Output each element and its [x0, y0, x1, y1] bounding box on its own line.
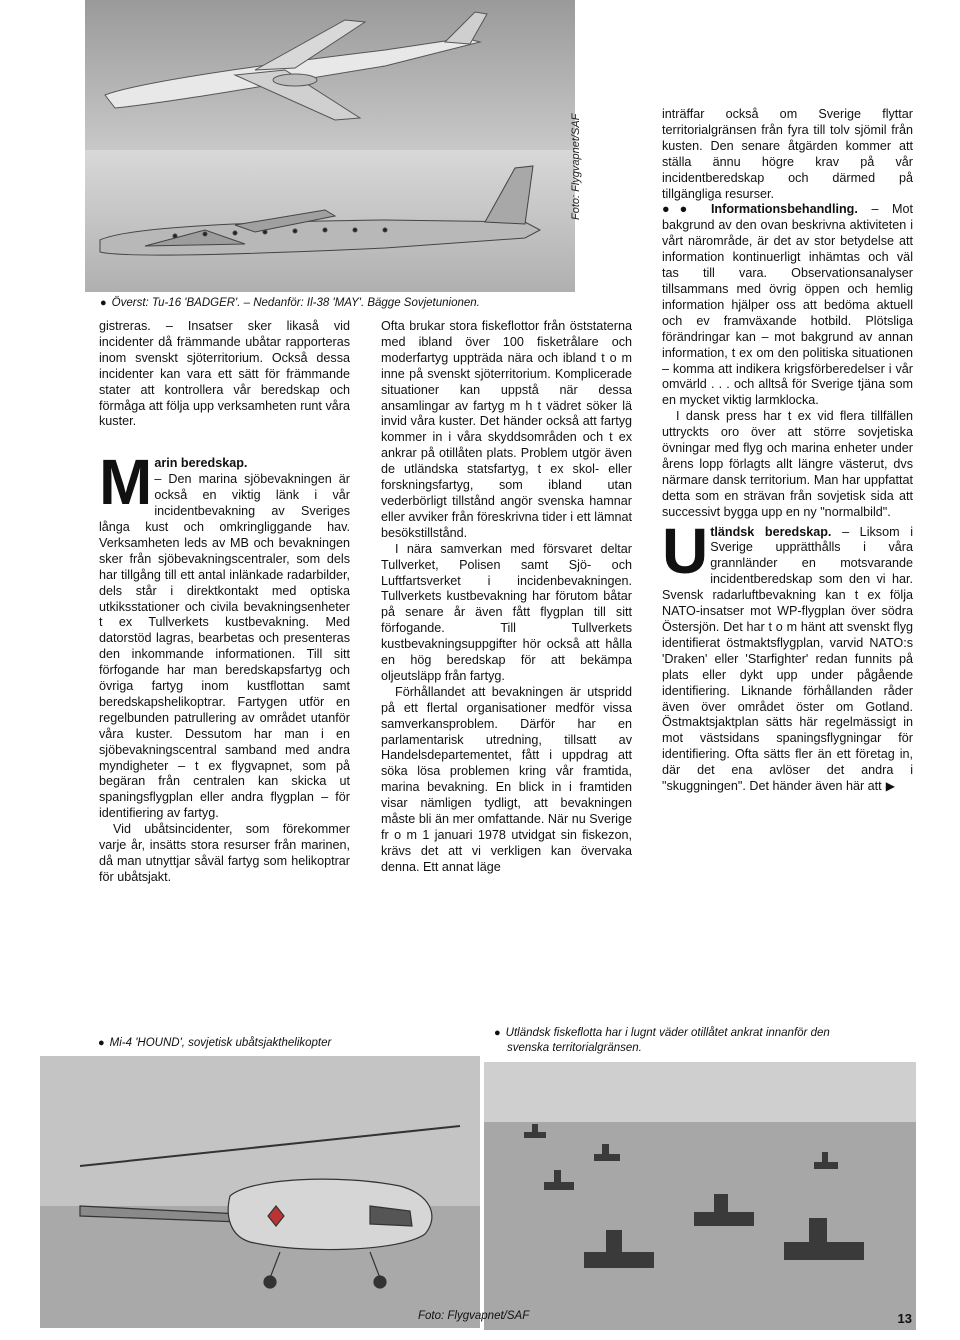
dropcap-u: U [662, 514, 709, 587]
aircraft-photo [85, 0, 575, 292]
col1-p2: Vid ubåtsincidenter, som förekommer varje år, insätts stora resurser från marinen, då man utnyttjar såväl fartyg som helikoptrar för ubåtsjakt. [99, 822, 350, 884]
photo-credit-bottom: Foto: Flygvapnet/SAF [418, 1310, 530, 1322]
bullet-icon: ● [494, 1027, 501, 1039]
helicopter-photo [40, 1056, 480, 1328]
column-3 [662, 107, 913, 795]
caption-bottom-left: ● Mi-4 'HOUND', sovjetisk ubåtsjakthelikopter [98, 1037, 332, 1049]
column-2 [381, 319, 632, 876]
page-number: 13 [897, 1311, 912, 1326]
column-1 [99, 319, 350, 886]
continue-arrow-icon: ▶ [885, 779, 895, 794]
aircraft-illustration [85, 0, 575, 292]
col1-intro: gistreras. – Insatser sker likaså vid incidenter då främmande ubåtar rapporteras inom svenskt sjöterritorium. Också dessa incidenter kan vara ett sätt för främmande stater att kontrollera vår beredskap och förmåga att följa upp verksamheten runt våra kuster. [99, 319, 350, 429]
bullet-icon: ● [98, 1037, 105, 1049]
col2-p2: I nära samverkan med försvaret deltar Tullverket, Polisen samt Sjö- och Luftfartsverket i incidenbevakningen. Tullverkets kustbevakning har förutom båtar på senare år även fått flygplan till sitt förfogande. Till Tullverkets kustbevakningsuppgifter hör också att hålla en hög beredskap för att bekämpa oljeutsläpp från fartyg. [381, 541, 632, 683]
col2-p3: Förhållandet att bevakningen är utspridd på ett flertal organisationer medför vissa samverkansproblem. Därför har en parlamentarisk utredning, tillsatt av Handelsdepartementet, fått i uppdrag att söka lösa problemen kring vår framtida, marina bevakning. En blick in i framtiden visar nämligen tydligt, att bevakningen måste bli än mer omfattande. När nu Sverige fr o m 1 januari 1978 utvidgat sin fiskezon, krävs det att vi verkligen kan övervaka denna. Ett annat läge [381, 684, 632, 874]
heading-bullets: ●● [662, 202, 698, 217]
fishing-fleet-photo [484, 1062, 916, 1330]
col3-p4: – Liksom i Sverige upprätthålls i våra grannländer en motsvarande incidentberedskap som den vi har. Svensk radarluftbevakning kan t ex följa NATO-insatser mot WP-flygplan över södra Östersjön. Det har t o m hänt att svenskt flyg identifierat östmaktsflygplan, varvid NATO:s 'Draken' eller 'Starfighter' redan funnits på plats eller dykt upp under pågående identifiering. Liknande förhållanden råder även över området öster om Gotland. Östmaktsjaktplan sätts här regelmässigt in mot västsidans spaningsflygningar för identifiering. Ofta sätts fler än ett företag in, där det ena avlöser det andra i "skuggningen". Det händer även här att [662, 524, 913, 794]
col2-p1: Ofta brukar stora fiskeflottor från öststaterna med ibland över 100 fisketrålare och moderfartyg uppträda nära och ibland t o m inne på svenskt sjöterritorium. Komplicerade situationer kan uppstå när dessa ansamlingar av fartyg m h t vädret söker lä invid våra kuster. Det händer också att fartyg kommer in i våra skyddsområden och t ex ankrar på otillåten plats. Problem utgör även de utländska statsfartyg, t ex skol- eller forskningsfartyg, som ibland utan vederbörligt tillstånd angör svenska hamnar eller avviker från föreskrivna tider i ett lämnat besökstillstånd. [381, 319, 632, 540]
heading-marin: arin beredskap. [154, 456, 248, 471]
helicopter-illustration [40, 1056, 480, 1328]
heading-utlandsk: tländsk beredskap. [710, 524, 832, 539]
fishing-fleet-illustration [484, 1062, 916, 1330]
caption-bottom-right: ● Utländsk fiskeflotta har i lugnt väder otillåtet ankrat innanför den svenska territorialgränsen. [494, 1027, 830, 1054]
dropcap-m: M [99, 446, 153, 519]
col3-p3: I dansk press har t ex vid flera tillfällen uttryckts oro över att större sovjetiska övningar med flyg och marina enheter under årens lopp förlagts allt längre västerut, dvs närmare dansk territorium. Man har uppfattat detta som en strävan från sovjetisk sida att successivt bygga upp en ny "normalbild". [662, 409, 913, 519]
caption-top: ● Överst: Tu-16 'BADGER'. – Nedanför: Il-38 'MAY'. Bägge Sovjetunionen. [100, 297, 480, 309]
bullet-icon: ● [100, 297, 107, 309]
photo-credit-top: Foto: Flygvapnet/SAF [570, 113, 582, 220]
col3-p2: – Mot bakgrund av den ovan beskrivna aktiviteten i vårt närområde, är det av stor betydelse att information kontinuerligt inhämtas och väl tas till vara. Observationsanalyser tillsammans med övrig öppen och hemlig information hjälper oss att bedöma aktuell och ev framväxande hotbild. Plötsliga förändringar kan – mot bakgrund av annan information, t ex om den politiska situationen – komma att indikera krigsförberedelser i vår omvärld . . . och alltså för Sverige tjäna som en mycket viktig larmklocka. [662, 202, 914, 408]
col3-p1: inträffar också om Sverige flyttar territorialgränsen från fyra till tolv sjömil från kusten. Den senare åtgärden kommer att ställa ännu högre krav på vår incidentberedskap och därmed på tillgängliga resurser. [662, 107, 913, 201]
heading-informationsbehandling: Informationsbehandling. [710, 202, 858, 217]
col1-p1: – Den marina sjöbevakningen är också en viktig länk i vår incidentbevakning av Sveriges långa kust och omkringliggande hav. Verksamheten leds av MB och bevakningen sker från sjöbevakningscentraler, som dels har tillgång till ett antal inlänkade radarbilder, dels står i direktkontakt med optiska utkiksstationer och civila bevakningsenheter t ex Tullverkets kustbevakning. Med datorstöd lagras, bearbetas och presenteras den inkommande informationen. Till sitt förfogande har man beredskapsfartyg och övriga fartyg inom kustflottan samt beredskapshelikoptrar. Fartygen utför en regelbunden patrullering av området utanför våra kuster. Dessutom har man i en sjöbevakningscentral samband med andra myndigheter – t ex flygvapnet, som på begäran från centralen kan skicka ut spaningsflygplan eller andra flygplan – för identifiering av fartyg. [99, 472, 350, 821]
